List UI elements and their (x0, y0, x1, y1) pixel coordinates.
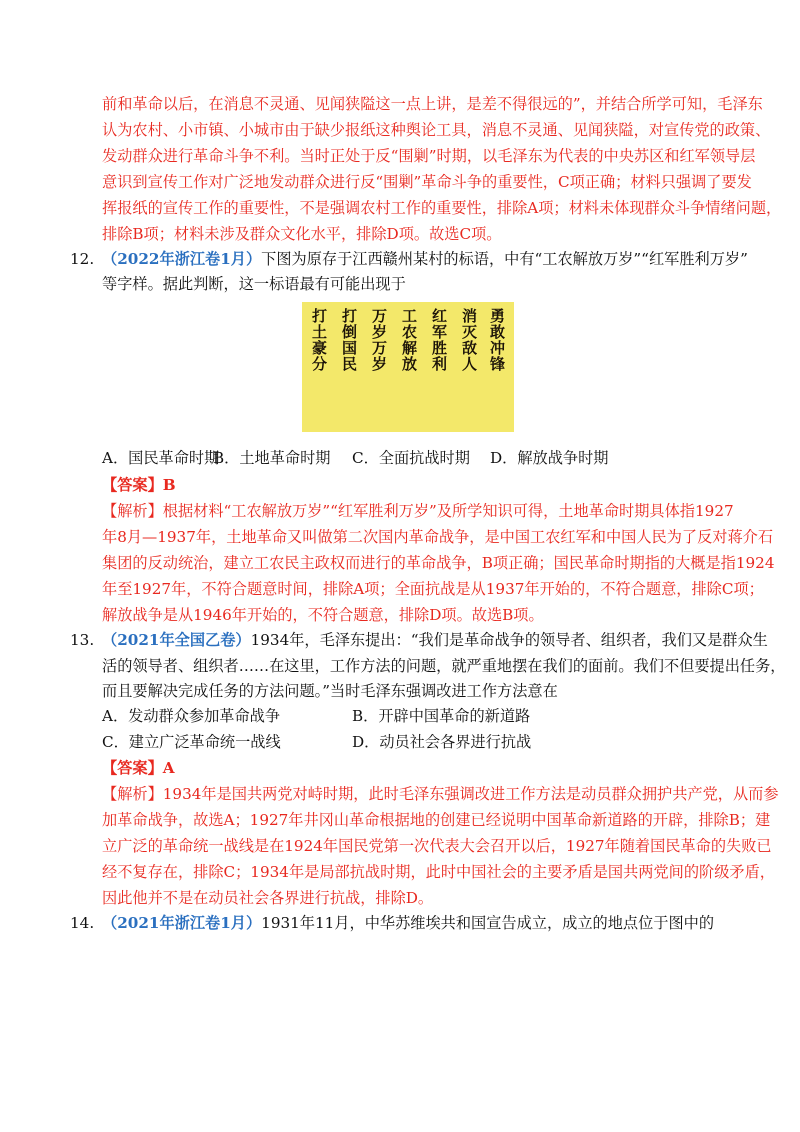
analysis-line: 年8月—1937年，土地革命又叫做第二次国内革命战争，是中国工农红军和中国人民为了反对蒋介石 (102, 528, 774, 546)
slogan-column: 万岁万岁 (370, 308, 388, 372)
prev-analysis-line: 挥报纸的宣传工作的重要性，不是强调农村工作的重要性，排除A项；材料未体现群众斗争情绪问题， (102, 199, 782, 217)
slogan-column: 消灭敌人 (460, 308, 478, 372)
question-number: 14. (70, 914, 95, 932)
option-d[interactable]: D．动员社会各界进行抗战 (352, 733, 532, 751)
stem-text: 下图为原存于江西赣州某村的标语，中有“工农解放万岁”“红军胜利万岁” (261, 250, 748, 268)
analysis-line: 年至1927年，不符合题意时间，排除A项；全面抗战是从1937年开始的，不符合题意，排除C项； (102, 580, 764, 598)
question-number: 13. (70, 631, 95, 649)
question-stem-line: 活的领导者、组织者……在这里，工作方法的问题，就严重地摆在我们的面前。我们不但要提出任务， (102, 657, 786, 675)
analysis-line: 因此他并不是在动员社会各界进行抗战，排除D。 (102, 889, 434, 907)
option-b[interactable]: B．土地革命时期 (213, 449, 331, 467)
option-a[interactable]: A．国民革命时期 (102, 449, 220, 467)
analysis-line: 【解析】根据材料“工农解放万岁”“红军胜利万岁”及所学知识可得，土地革命时期具体指1927 (102, 502, 734, 520)
slogan-column: 红军胜利 (430, 308, 448, 372)
slogan-image (302, 302, 514, 432)
option-c[interactable]: C．建立广泛革命统一战线 (102, 733, 281, 751)
question-stem (102, 247, 748, 271)
answer: 【答案】A (102, 759, 175, 777)
stem-text: 1931年11月，中华苏维埃共和国宣告成立，成立的地点位于图中的 (261, 914, 715, 932)
prev-analysis-line: 排除B项；材料未涉及群众文化水平，排除D项。故选C项。 (102, 225, 502, 243)
question-stem (102, 628, 768, 652)
question-stem-line: 等字样。据此判断，这一标语最有可能出现于 (102, 275, 406, 293)
answer: 【答案】B (102, 476, 176, 494)
analysis-line: 解放战争是从1946年开始的，不符合题意，排除D项。故选B项。 (102, 606, 544, 624)
slogan-column: 打倒国民 (340, 308, 358, 372)
question-stem (102, 911, 714, 935)
question-number: 12. (70, 250, 95, 268)
slogan-column: 工农解放 (400, 308, 418, 372)
stem-text: 1934年，毛泽东提出：“我们是革命战争的领导者、组织者，我们又是群众生 (250, 631, 768, 649)
prev-analysis-line: 认为农村、小市镇、小城市由于缺少报纸这种舆论工具，消息不灵通、见闻狭隘，对宣传党的政策、 (102, 121, 771, 139)
slogan-column: 打土豪分 (310, 308, 328, 372)
question-source: （2022年浙江卷1月） (102, 250, 262, 268)
question-source: （2021年浙江卷1月） (102, 914, 262, 932)
option-a[interactable]: A．发动群众参加革命战争 (102, 707, 281, 725)
analysis-line: 立广泛的革命统一战线是在1924年国民党第一次代表大会召开以后，1927年随着国民革命的失败已 (102, 837, 772, 855)
option-c[interactable]: C．全面抗战时期 (352, 449, 470, 467)
prev-analysis-line: 前和革命以后，在消息不灵通、见闻狭隘这一点上讲，是差不得很远的”，并结合所学可知，毛泽东 (102, 95, 763, 113)
option-b[interactable]: B．开辟中国革命的新道路 (352, 707, 531, 725)
prev-analysis-line: 意识到宣传工作对广泛地发动群众进行反“围剿”革命斗争的重要性，C项正确；材料只强调了要发 (102, 173, 752, 191)
slogan-column: 勇敢冲锋 (488, 308, 506, 372)
analysis-line: 集团的反动统治，建立工农民主政权而进行的革命战争，B项正确；国民革命时期指的大概是指1924 (102, 554, 775, 572)
analysis-line: 【解析】1934年是国共两党对峙时期，此时毛泽东强调改进工作方法是动员群众拥护共产党，从而参 (102, 785, 779, 803)
question-stem-line: 而且要解决完成任务的方法问题。”当时毛泽东强调改进工作方法意在 (102, 682, 558, 700)
analysis-line: 经不复存在，排除C；1934年是局部抗战时期，此时中国社会的主要矛盾是国共两党间的阶级矛盾， (102, 863, 775, 881)
analysis-line: 加革命战争，故选A；1927年井冈山革命根据地的创建已经说明中国革命新道路的开辟，排除B；建 (102, 811, 771, 829)
option-d[interactable]: D．解放战争时期 (490, 449, 609, 467)
prev-analysis-line: 发动群众进行革命斗争不利。当时正处于反“围剿”时期，以毛泽东为代表的中央苏区和红军领导层 (102, 147, 756, 165)
question-source: （2021年全国乙卷） (102, 631, 251, 649)
